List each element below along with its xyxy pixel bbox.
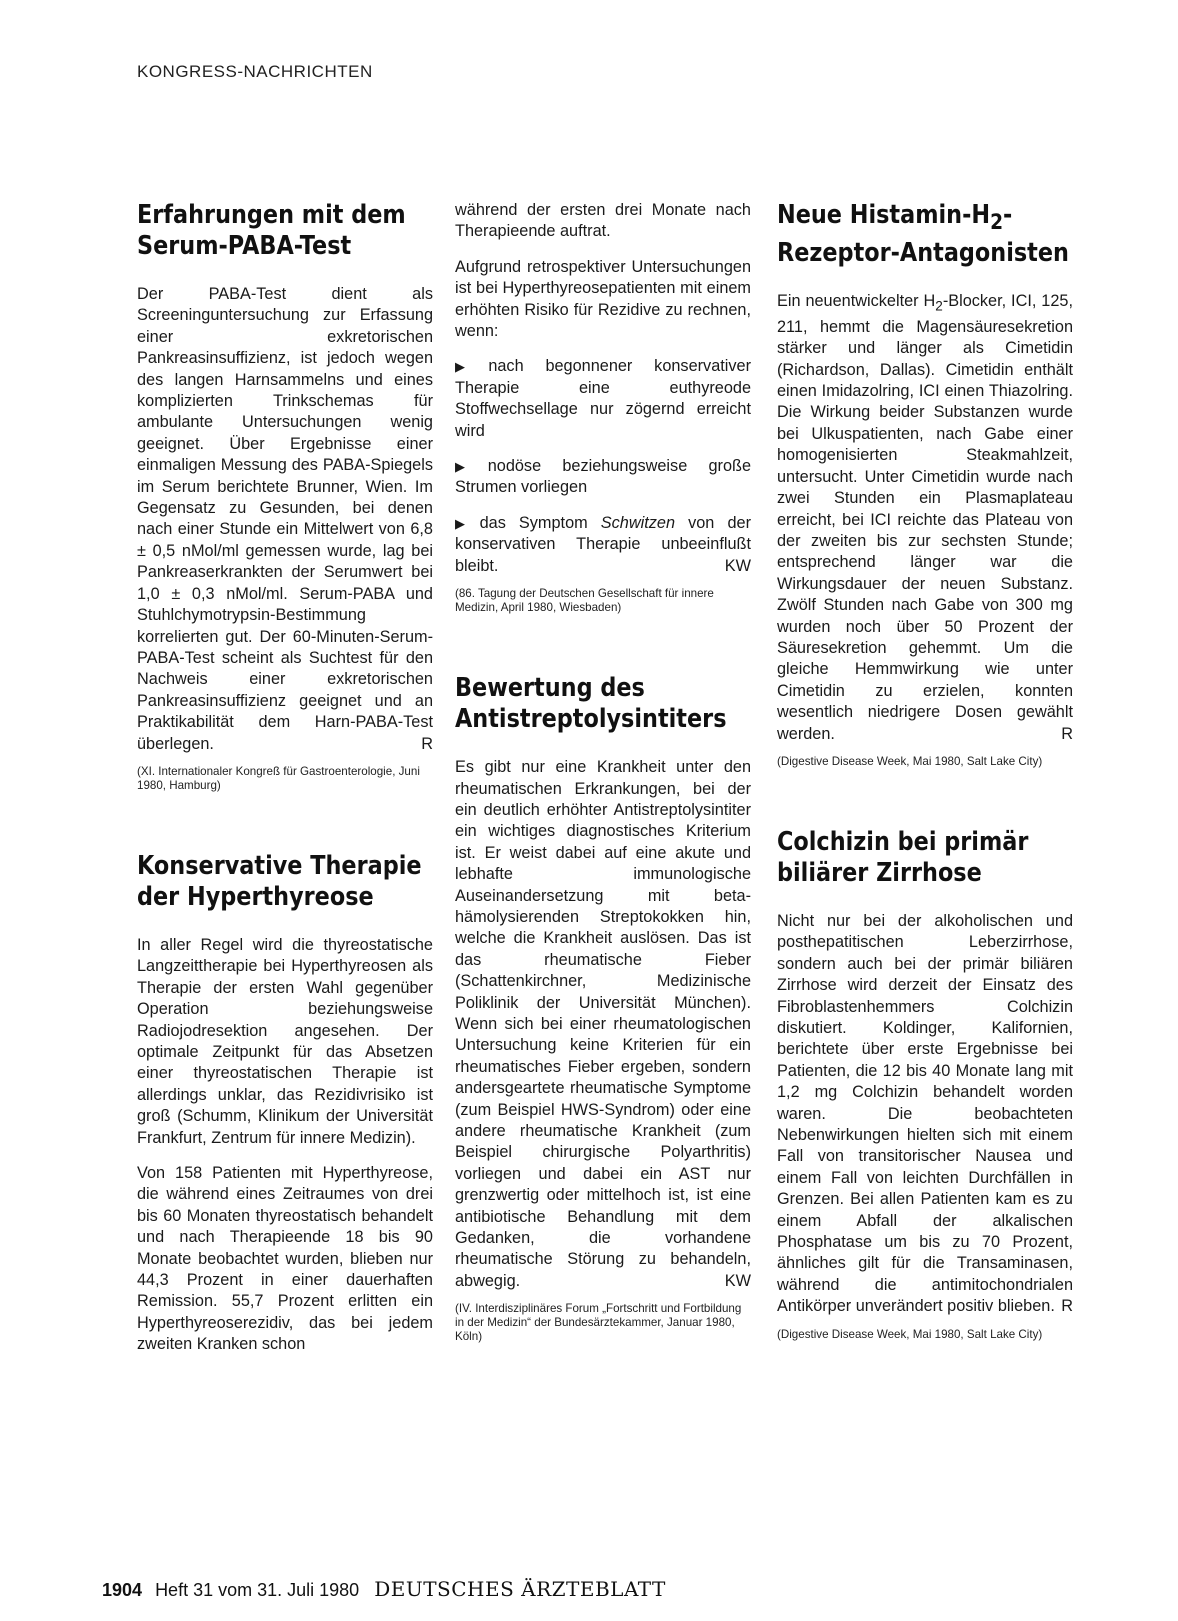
article-paba-test <box>137 200 433 793</box>
bullet-emphasis: Schwitzen <box>600 513 676 532</box>
title-text: Neue Histamin-H <box>777 200 991 230</box>
article-histamin <box>777 200 1073 769</box>
body-text: Ein neuentwickelter H <box>777 292 936 311</box>
article-source: (86. Tagung der Deutschen Gesellschaft für innere Medizin, April 1980, Wiesbaden) <box>455 587 714 615</box>
article-body <box>777 291 1073 745</box>
bullet-text: das Symptom <box>479 513 601 532</box>
bullet-triangle-icon: ▶ <box>455 515 474 531</box>
article-colchizin <box>777 827 1073 1342</box>
body-text: Nicht nur bei der alkoholischen und posthepatitischen Leberzirrhose, sondern auch bei der primär biliären Zirrhose wird derzeit der Einsatz des Fibroblastenhemmers Colchizin diskutiert. Koldinger, Kalifornien, berichtete über erste Ergebnisse bei Patienten, die 12 bis 40 Monate lang mit 1,2 mg Colchizin behandelt worden waren. Die beobachteten Nebenwirkungen hielten sich mit einem Fall von transitorischer Nausea und einem Fall von leichten Durchfällen in Grenzen. Bei allen Patienten kam es zu einem Abfall der alkalischen Phosphatase um bis zu 70 Prozent, ähnliches gilt für die Transaminasen, während die antimitochondrialen Antikörper unverändert positiv blieben. <box>777 911 1073 1316</box>
article-paragraph: während der ersten drei Monate nach Therapieende auftrat. <box>455 201 751 241</box>
page-footer <box>102 1577 666 1601</box>
column-2 <box>455 200 751 1344</box>
body-subscript: 2 <box>935 298 943 314</box>
title-text: -Rezeptor-Antagonisten <box>777 200 1069 269</box>
article-body <box>455 757 751 1292</box>
article-title <box>777 200 1072 269</box>
bullet-item <box>455 513 751 577</box>
bullet-triangle-icon: ▶ <box>455 359 483 375</box>
article-paragraph: In aller Regel wird die thyreostatische Langzeittherapie bei Hyperthyreosen als Therapie der ersten Wahl gegenüber Operation beziehungsweise Radiojodresektion angesehen. Der optimale Zeitpunkt für das Absetzen einer thyreostatischen Therapie ist allerdings unklar, das Rezidivrisiko ist groß (Schumm, Klinikum der Universität Frankfurt, Zentrum für innere Medizin). <box>137 935 433 1147</box>
bullet-item <box>455 356 751 442</box>
body-text: Der PABA-Test dient als Screeninguntersuchung zur Erfassung einer exkretorischen Pankreasinsuffizienz, ist jedoch wegen des langen Harnsammelns und eines komplizierten Trinkschemas für ambulante Untersuchungen wenig geeignet. Über Ergebnisse einer einmaligen Messung des PABA-Spiegels im Serum berichtete Brunner, Wien. Im Gegensatz zu Gesunden, bei denen nach einer Stunde ein Mittelwert von 6,8 ± 0,5 nMol/ml gemessen wurde, lag bei Pankreaserkrankten der Serumwert bei 1,0 ± 0,3 nMol/ml. Serum-PABA und Stuhlchymotrypsin-Bestimmung korrelierten gut. Der 60-Minuten-Serum-PABA-Test scheint als Suchtest für den Nachweis einer exkretorischen Pankreasinsuffizienz geeignet und an Praktikabilität dem Harn-PABA-Test überlegen. <box>137 285 433 753</box>
journal-name: DEUTSCHES ÄRZTEBLATT <box>374 1577 666 1601</box>
article-body <box>777 911 1073 1318</box>
bullet-text: von der konservativen Therapie unbeeinflußt bleibt. <box>455 513 751 575</box>
issue-info: Heft 31 vom 31. Juli 1980 <box>155 1580 360 1600</box>
bullet-text: nach begonnener konservativer Therapie eine euthyreode Stoffwechsellage nur zögernd erreicht wird <box>455 357 752 440</box>
column-3 <box>777 200 1073 1342</box>
author-sign: R <box>1061 724 1073 743</box>
author-sign: R <box>421 734 433 753</box>
article-body <box>137 284 433 755</box>
author-sign: KW <box>724 556 751 575</box>
page-number: 1904 <box>102 1580 143 1600</box>
article-title: Bewertung des Antistreptolysintiters <box>455 673 727 735</box>
title-subscript: 2 <box>990 210 1004 236</box>
article-title: Colchizin bei primär biliärer Zirrhose <box>777 826 1029 888</box>
author-sign: KW <box>724 1271 751 1290</box>
article-title: Erfahrungen mit dem Serum-PABA-Test <box>137 200 406 261</box>
column-1 <box>137 200 433 1356</box>
body-text: Es gibt nur eine Krankheit unter den rheumatischen Erkrankungen, bei der ein deutlich erhöhter Antistreptolysintiter ein wichtiges diagnostisches Kriterium ist. Er weist dabei auf eine akute und lebhafte immunologische Auseinandersetzung mit beta-hämolysierenden Streptokokken hin, welche die Krankheit auslösen. Das ist das rheumatische Fieber (Schattenkirchner, Medizinische Poliklinik der Universität München). Wenn sich bei einer rheumatologischen Untersuchung keine Kriterien für ein rheumatisches Fieber ergeben, sondern andersgeartete rheumatische Symptome (zum Beispiel HWS-Syndrom) oder eine andere rheumatische Krankheit (zum Beispiel chirurgische Polyarthritis) vorliegen und dabei ein AST nur grenzwertig oder mittelhoch ist, ist eine antibiotische Behandlung mit dem Gedanken, die vorhandene rheumatische Störung zu behandeln, abwegig. <box>455 758 751 1290</box>
article-source: (XI. Internationaler Kongreß für Gastroenterologie, Juni 1980, Hamburg) <box>137 764 420 792</box>
article-hyperthyreose-continued <box>455 200 751 615</box>
author-sign: R <box>1061 1297 1073 1316</box>
bullet-item <box>455 456 751 499</box>
bullet-text: nodöse beziehungsweise große Strumen vorliegen <box>455 457 752 497</box>
article-source: (Digestive Disease Week, Mai 1980, Salt Lake City) <box>777 1327 1043 1341</box>
article-source: (IV. Interdisziplinäres Forum „Fortschritt und Fortbildung in der Medizin“ der Bundesärztekammer, Januar 1980, Köln) <box>455 1302 742 1344</box>
body-text: -Blocker, ICI, 125, 211, hemmt die Magensäuresekretion stärker und länger als Cimetidin (Richardson, Dallas). Cimetidin enthält einen Imidazolring, ICI einen Thiazolring. Die Wirkung beider Substanzen wurde bei Ulkuspatienten, nach Gabe einer homogenisierten Steakmahlzeit, untersucht. Unter Cimetidin wurde nach zwei Stunden ein Plasmaplateau erreicht, bei ICI reichte das Plateau von der zweiten bis zur sechsten Stunde; entsprechend länger war die Wirkungsdauer der neuen Substanz. Zwölf Stunden nach Gabe von 300 mg wurden noch über 50 Prozent der Säuresekretion gehemmt. Um die gleiche Hemmwirkung wie unter Cimetidin zu erzielen, konnten wesentlich niedrigere Dosen gewählt werden. <box>777 292 1073 743</box>
article-paragraph: Aufgrund retrospektiver Untersuchungen ist bei Hyperthyreosepatienten mit einem erhöhten Risiko für Rezidive zu rechnen, wenn: <box>455 257 751 341</box>
article-antistreptolysintiter <box>455 673 751 1344</box>
article-hyperthyreose <box>137 851 433 1356</box>
article-paragraph: Von 158 Patienten mit Hyperthyreose, die während eines Zeitraumes von drei bis 60 Monaten thyreostatisch behandelt und nach Therapieende 18 bis 90 Monate beobachtet wurden, blieben nur 44,3 Prozent in einer dauerhaften Remission. 55,7 Prozent erlitten ein Hyperthyreoserezidiv, das bei jedem zweiten Kranken schon <box>137 1164 433 1354</box>
article-title: Konservative Therapie der Hyperthyreose <box>137 850 422 912</box>
article-source: (Digestive Disease Week, Mai 1980, Salt Lake City) <box>777 754 1043 768</box>
bullet-triangle-icon: ▶ <box>455 459 482 475</box>
section-label: KONGRESS-NACHRICHTEN <box>137 62 373 81</box>
